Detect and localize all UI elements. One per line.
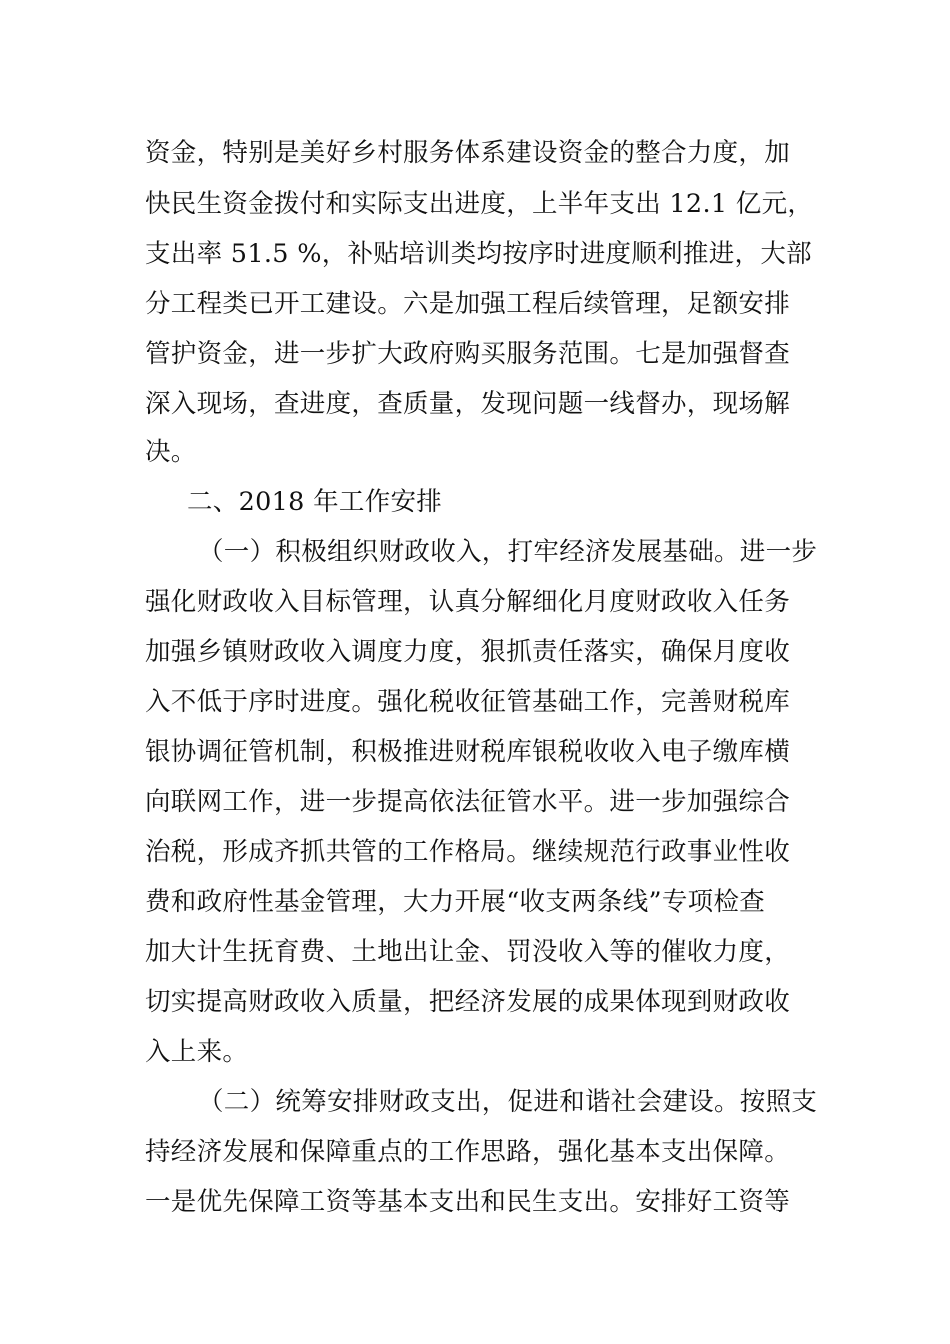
subsection-1-line-8: 费和政府性基金管理，大力开展“收支两条线”专项检查	[145, 887, 766, 917]
body-line-3: 支出率 51.5 %，补贴培训类均按序时进度顺利推进，大部	[145, 239, 812, 269]
subsection-2-line-2: 持经济发展和保障重点的工作思路，强化基本支出保障。	[145, 1137, 791, 1167]
body-line-6: 深入现场，查进度，查质量，发现问题一线督办，现场解	[145, 389, 791, 419]
body-line-5: 管护资金，进一步扩大政府购买服务范围。七是加强督查	[145, 339, 791, 369]
subsection-1-line-10: 切实提高财政收入质量，把经济发展的成果体现到财政收	[145, 987, 791, 1017]
subsection-1-line-4: 入不低于序时进度。强化税收征管基础工作，完善财税库	[145, 687, 791, 717]
body-line-7: 决。	[145, 437, 197, 467]
body-line-2: 快民生资金拨付和实际支出进度，上半年支出 12.1 亿元，	[145, 189, 814, 219]
subsection-1-line-5: 银协调征管机制，积极推进财税库银税收收入电子缴库横	[145, 737, 791, 767]
subsection-1-line-9: 加大计生抚育费、土地出让金、罚没收入等的催收力度，	[145, 937, 791, 967]
subsection-2-line-3: 一是优先保障工资等基本支出和民生支出。安排好工资等	[145, 1187, 791, 1217]
section-heading: 二、2018 年工作安排	[187, 487, 443, 517]
body-line-1: 资金，特别是美好乡村服务体系建设资金的整合力度，加	[145, 138, 791, 168]
subsection-1-line-1: （一）积极组织财政收入，打牢经济发展基础。进一步	[198, 537, 818, 567]
subsection-2-line-1: （二）统筹安排财政支出，促进和谐社会建设。按照支	[198, 1087, 818, 1117]
subsection-1-line-3: 加强乡镇财政收入调度力度，狠抓责任落实，确保月度收	[145, 637, 791, 667]
subsection-1-line-6: 向联网工作，进一步提高依法征管水平。进一步加强综合	[145, 787, 791, 817]
subsection-1-line-2: 强化财政收入目标管理，认真分解细化月度财政收入任务	[145, 587, 791, 617]
subsection-1-line-11: 入上来。	[145, 1037, 249, 1067]
body-line-4: 分工程类已开工建设。六是加强工程后续管理，足额安排	[145, 289, 791, 319]
subsection-1-line-7: 治税，形成齐抓共管的工作格局。继续规范行政事业性收	[145, 837, 791, 867]
